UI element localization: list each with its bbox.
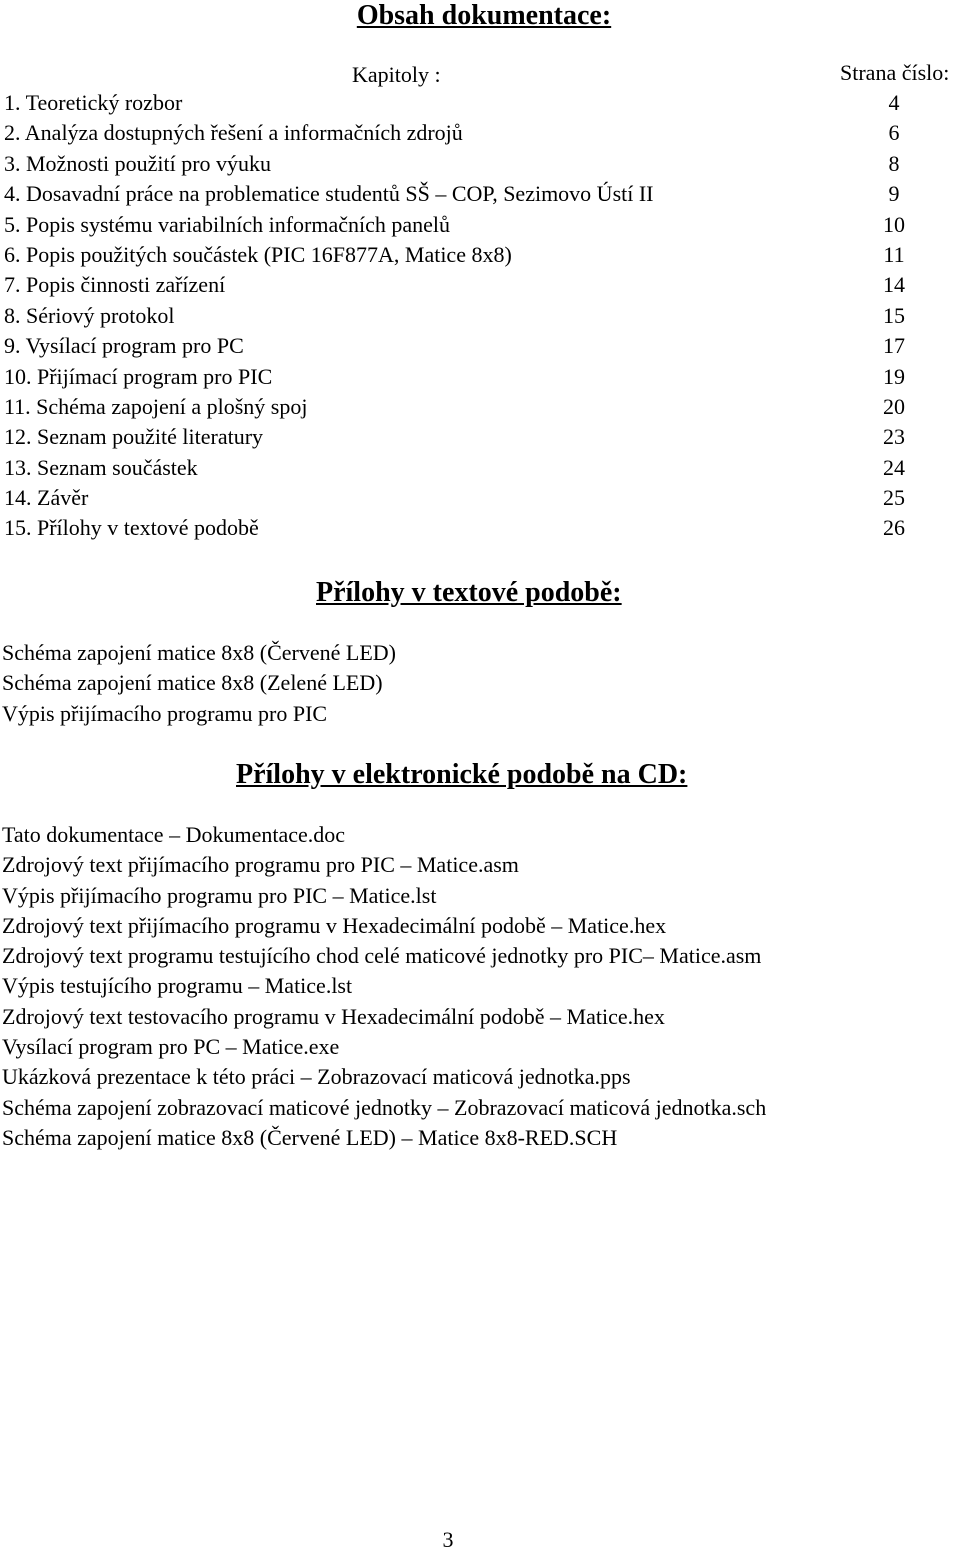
- toc-item: [4, 453, 960, 483]
- toc-item-label: 7. Popis činnosti zařízení: [4, 272, 226, 298]
- toc-item: [4, 362, 960, 392]
- toc-item-label: 2. Analýza dostupných řešení a informačních zdrojů: [4, 120, 463, 146]
- toc-item-page: 8: [888, 150, 900, 176]
- list-item: Zdrojový text programu testujícího chod celé maticové jednotky pro PIC– Matice.asm: [2, 943, 762, 969]
- toc-item: [4, 301, 960, 331]
- toc-item-page: 6: [888, 120, 900, 146]
- toc-item: [4, 392, 960, 422]
- toc-item: [4, 513, 960, 543]
- toc-item-label: 4. Dosavadní práce na problematice studentů SŠ – COP, Sezimovo Ústí II: [4, 181, 654, 207]
- toc-item-page: 4: [888, 90, 900, 115]
- toc-item: [4, 270, 960, 300]
- list-item: Schéma zapojení matice 8x8 (Červené LED): [2, 640, 397, 665]
- toc-item-label: 9. Vysílací program pro PC: [4, 333, 244, 359]
- document-title: Obsah dokumentace:: [356, 0, 612, 31]
- table-of-contents: [4, 88, 960, 544]
- list-item: Zdrojový text testovacího programu v Hexadecimální podobě – Matice.hex: [2, 1003, 665, 1029]
- toc-item-label: 3. Možnosti použití pro výuku: [4, 150, 272, 176]
- toc-item: [4, 240, 960, 270]
- toc-item-page: 17: [883, 333, 905, 359]
- toc-item: [4, 179, 960, 209]
- toc-item-page: 9: [888, 181, 900, 207]
- toc-item-label: 14. Závěr: [4, 485, 89, 511]
- toc-item-label: 6. Popis použitých součástek (PIC 16F877A, Matice 8x8): [4, 241, 512, 267]
- toc-item-page: 10: [883, 211, 905, 237]
- cd-appendix-title: Přílohy v elektronické podobě na CD:: [236, 759, 688, 790]
- page-number-header: Strana číslo:: [840, 60, 950, 85]
- toc-item-label: 12. Seznam použité literatury: [4, 424, 264, 450]
- list-item: Schéma zapojení zobrazovací maticové jednotky – Zobrazovací maticová jednotka.sch: [2, 1094, 767, 1120]
- toc-item: [4, 331, 960, 361]
- list-item: Výpis přijímacího programu pro PIC: [2, 700, 328, 726]
- toc-item-label: 5. Popis systému variabilních informačních panelů: [4, 211, 451, 237]
- toc-item: [4, 422, 960, 452]
- toc-item-page: 20: [883, 393, 905, 419]
- toc-item-page: 14: [883, 272, 905, 298]
- toc-item-page: 25: [883, 485, 905, 511]
- toc-item: [4, 88, 960, 118]
- text-appendix-title: Přílohy v textové podobě:: [316, 577, 622, 608]
- list-item: Schéma zapojení matice 8x8 (Červené LED) – Matice 8x8-RED.SCH: [2, 1124, 618, 1150]
- toc-item: [4, 118, 960, 148]
- list-item: Výpis přijímacího programu pro PIC – Matice.lst: [2, 882, 437, 908]
- toc-item: [4, 483, 960, 513]
- toc-item-label: 8. Sériový protokol: [4, 302, 175, 328]
- list-item: Tato dokumentace – Dokumentace.doc: [2, 822, 345, 847]
- cd-appendix-list: [2, 820, 766, 1153]
- text-appendix-list: [2, 638, 396, 729]
- toc-item-page: 15: [883, 302, 905, 328]
- toc-item-page: 11: [883, 241, 905, 267]
- toc-item-label: 15. Přílohy v textové podobě: [4, 515, 259, 541]
- page-number: 3: [442, 1527, 454, 1552]
- toc-item-page: 26: [883, 515, 905, 541]
- toc-item-page: 19: [883, 363, 905, 389]
- toc-item-label: 11. Schéma zapojení a plošný spoj: [4, 393, 308, 419]
- toc-item-label: 10. Přijímací program pro PIC: [4, 363, 273, 389]
- chapters-header: Kapitoly :: [352, 62, 441, 87]
- list-item: Zdrojový text přijímacího programu pro PIC – Matice.asm: [2, 852, 519, 878]
- toc-item: [4, 149, 960, 179]
- list-item: Zdrojový text přijímacího programu v Hexadecimální podobě – Matice.hex: [2, 912, 667, 938]
- toc-item: [4, 210, 960, 240]
- list-item: Vysílací program pro PC – Matice.exe: [2, 1034, 340, 1060]
- toc-item-label: 13. Seznam součástek: [4, 454, 198, 480]
- toc-item-label: 1. Teoretický rozbor: [4, 90, 183, 115]
- toc-item-page: 24: [883, 454, 905, 480]
- list-item: Výpis testujícího programu – Matice.lst: [2, 973, 353, 999]
- toc-item-page: 23: [883, 424, 905, 450]
- list-item: Ukázková prezentace k této práci – Zobrazovací maticová jednotka.pps: [2, 1064, 631, 1090]
- list-item: Schéma zapojení matice 8x8 (Zelené LED): [2, 670, 383, 696]
